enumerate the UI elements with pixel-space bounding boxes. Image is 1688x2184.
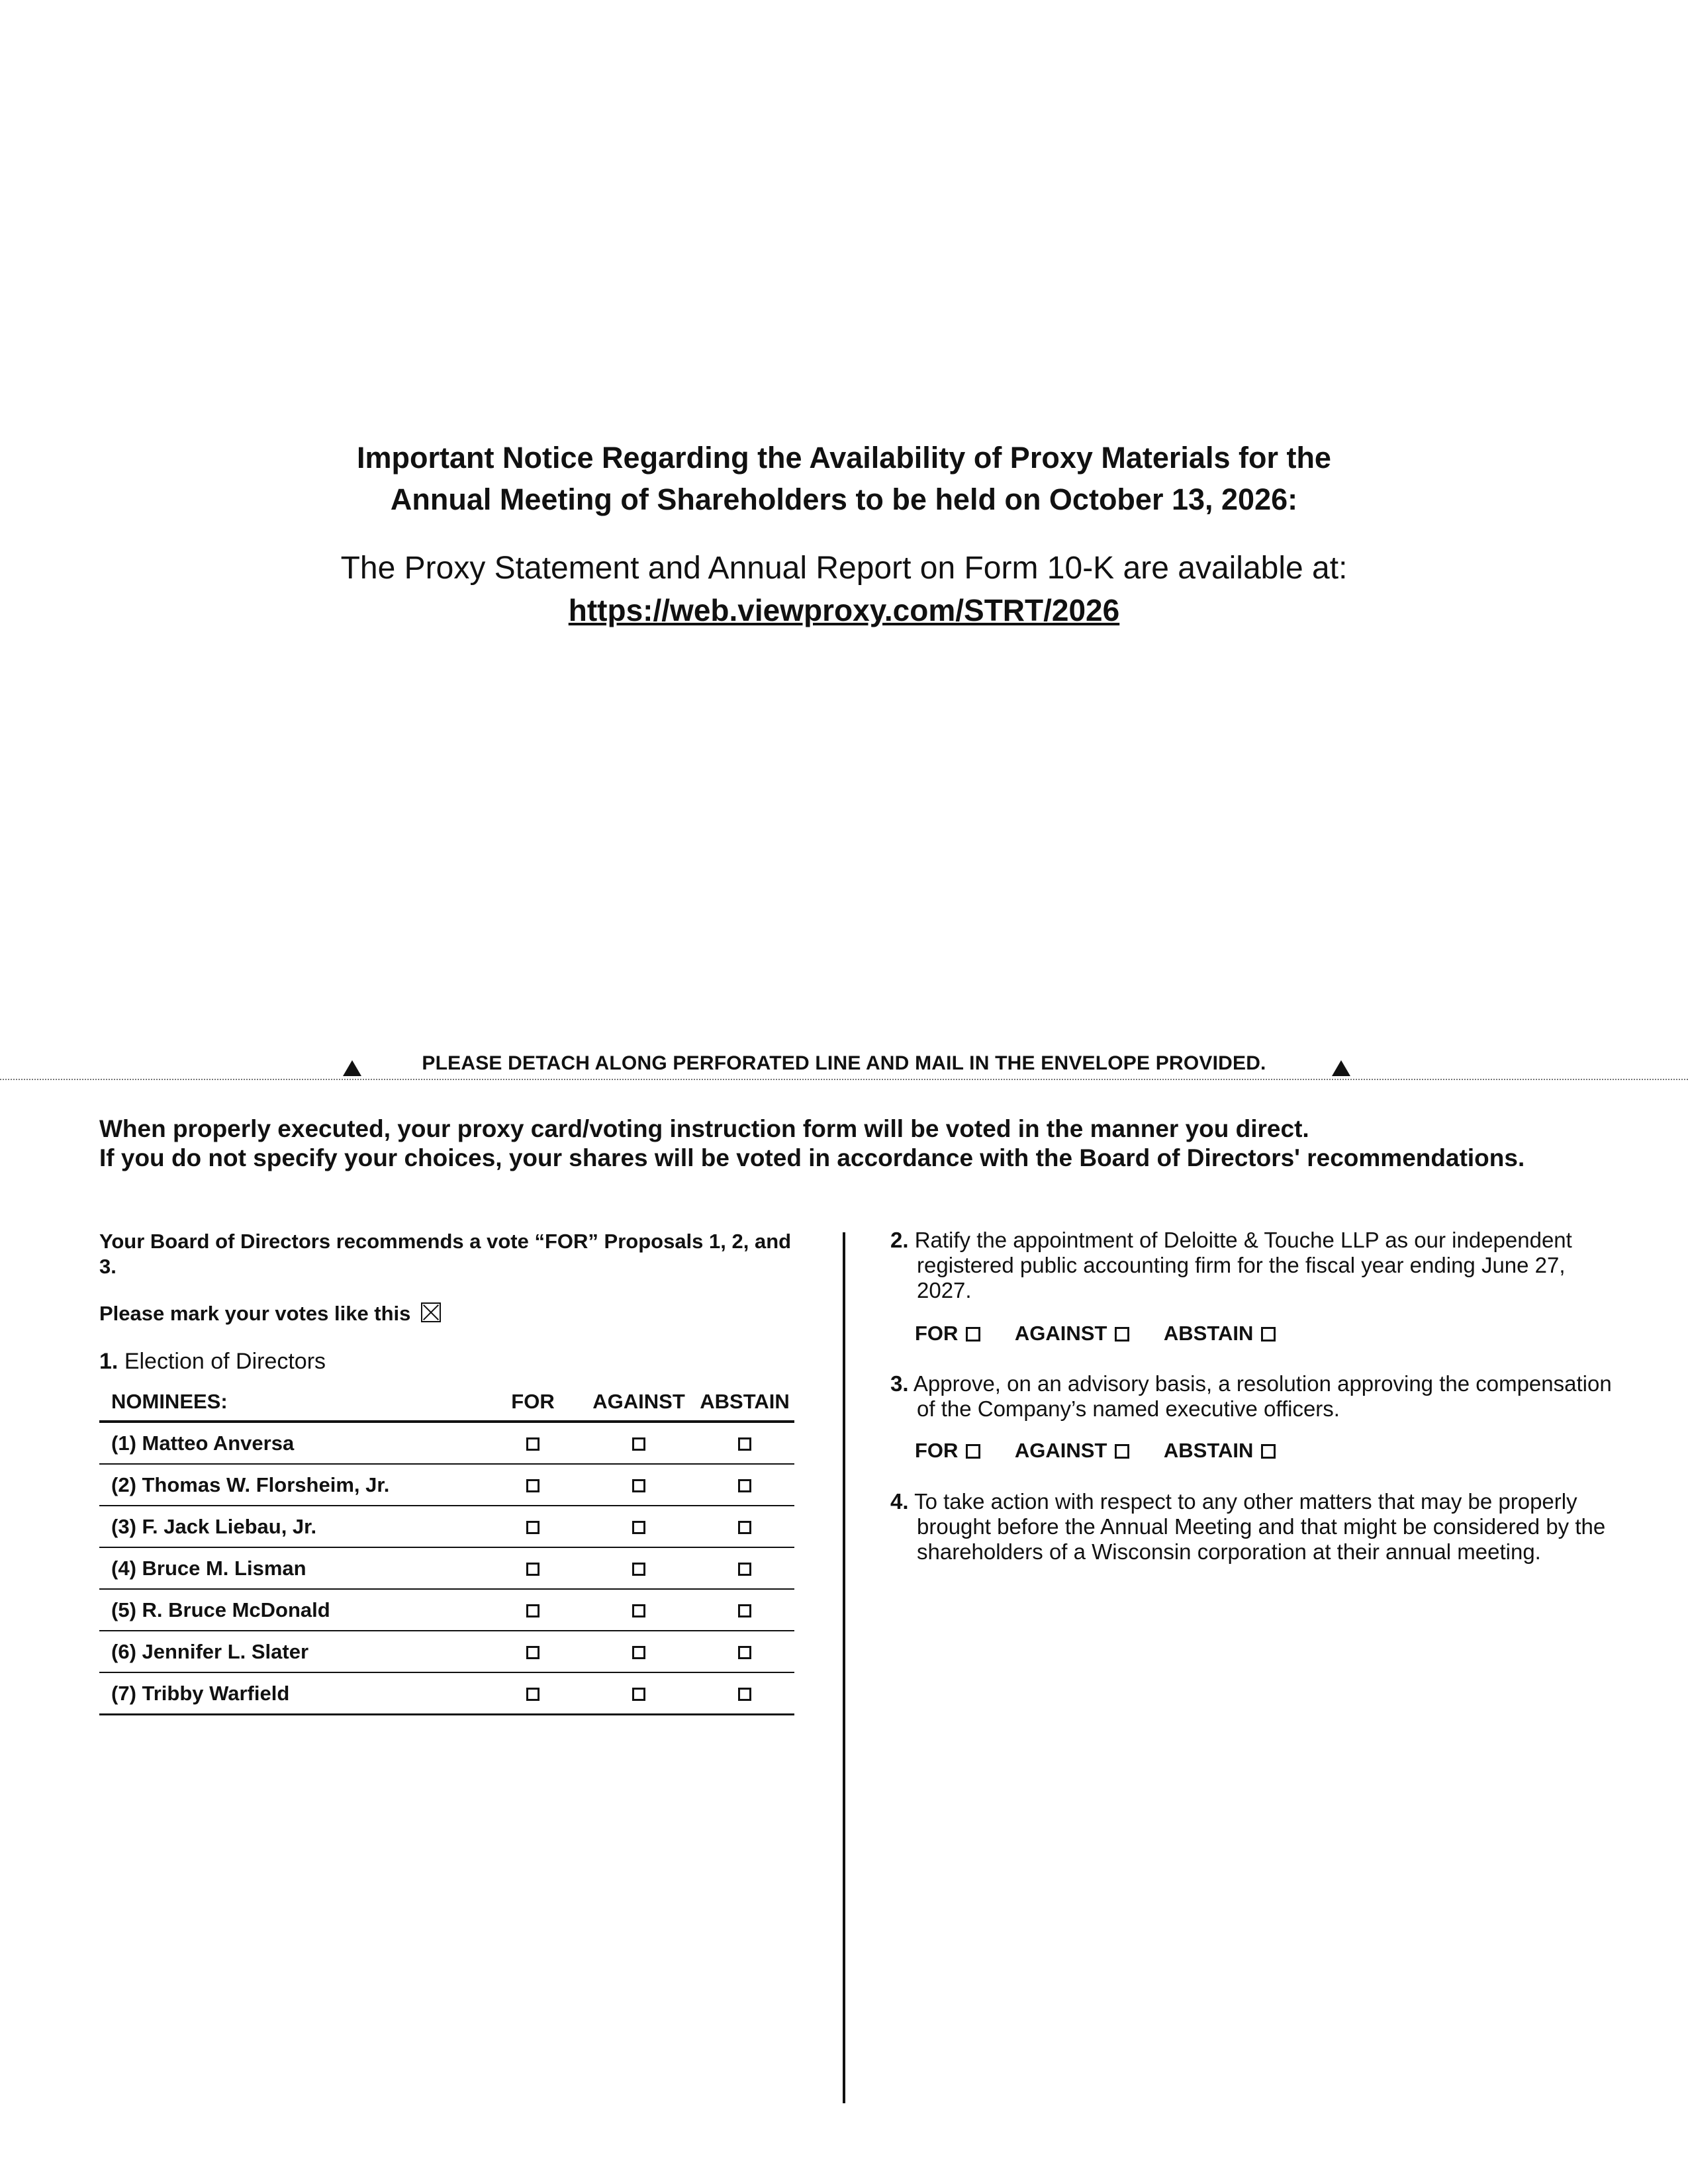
proposal-1-number: 1. <box>99 1349 118 1374</box>
proposal-4-number: 4. <box>890 1489 909 1514</box>
proposal-1-heading <box>99 1348 326 1375</box>
nominee-name: (3) F. Jack Liebau, Jr. <box>99 1506 483 1547</box>
voting-instructions <box>99 1115 1622 1173</box>
perforated-line <box>0 1079 1688 1080</box>
vote-abstain-label: ABSTAIN <box>1163 1439 1254 1462</box>
proposal-3-number: 3. <box>890 1371 909 1396</box>
table-row <box>99 1589 794 1631</box>
proposal-3-against-checkbox[interactable] <box>1115 1444 1129 1459</box>
against-checkbox[interactable] <box>632 1521 645 1534</box>
table-row <box>99 1547 794 1589</box>
proposal-3-abstain-checkbox[interactable] <box>1261 1444 1276 1459</box>
nominees-header: NOMINEES: <box>99 1383 483 1422</box>
proposal-3-text: Approve, on an advisory basis, a resolution approving the compensation of the Company’s named executive officers. <box>913 1371 1612 1421</box>
proposal-2-abstain-checkbox[interactable] <box>1261 1327 1276 1342</box>
abstain-header: ABSTAIN <box>695 1383 794 1422</box>
abstain-checkbox[interactable] <box>738 1604 751 1617</box>
instruction-line-1: When properly executed, your proxy card/voting instruction form will be voted in the manner you direct. <box>99 1115 1309 1142</box>
proposal-2-for-checkbox[interactable] <box>966 1327 980 1342</box>
proposal-1-label: Election of Directors <box>124 1349 326 1374</box>
board-recommendation: Your Board of Directors recommends a vote “FOR” Proposals 1, 2, and 3. <box>99 1230 792 1278</box>
proposal-2 <box>890 1228 1625 1303</box>
abstain-checkbox[interactable] <box>738 1688 751 1701</box>
notice-title-line-2: Annual Meeting of Shareholders to be held on October 13, 2026: <box>390 482 1298 516</box>
against-header: AGAINST <box>583 1383 695 1422</box>
proxy-materials-link[interactable]: https://web.viewproxy.com/STRT/2026 <box>568 593 1120 627</box>
mark-votes-example <box>99 1300 441 1327</box>
vote-for-label: FOR <box>915 1322 959 1345</box>
vote-abstain-label: ABSTAIN <box>1163 1322 1254 1345</box>
x-mark-checkbox-icon <box>421 1302 441 1322</box>
notice-title <box>0 437 1688 520</box>
instruction-line-2: If you do not specify your choices, your shares will be voted in accordance with the Board of Directors' recommendations. <box>99 1144 1525 1171</box>
for-checkbox[interactable] <box>526 1521 539 1534</box>
nominee-name: (6) Jennifer L. Slater <box>99 1631 483 1672</box>
proposal-3 <box>890 1371 1625 1422</box>
vote-for-label: FOR <box>915 1439 959 1462</box>
nominee-name: (2) Thomas W. Florsheim, Jr. <box>99 1464 483 1506</box>
column-divider <box>843 1232 845 2103</box>
mark-votes-label: Please mark your votes like this <box>99 1302 411 1325</box>
proposal-2-text: Ratify the appointment of Deloitte & Touche LLP as our independent registered public accounting firm for the fiscal year ending June 27, 2027. <box>914 1228 1572 1302</box>
nominees-table-header <box>99 1383 794 1422</box>
table-row <box>99 1506 794 1547</box>
against-checkbox[interactable] <box>632 1646 645 1659</box>
table-row <box>99 1464 794 1506</box>
abstain-checkbox[interactable] <box>738 1646 751 1659</box>
table-row <box>99 1422 794 1464</box>
for-checkbox[interactable] <box>526 1646 539 1659</box>
vote-against-label: AGAINST <box>1014 1439 1107 1462</box>
for-checkbox[interactable] <box>526 1437 539 1451</box>
proposal-3-for-checkbox[interactable] <box>966 1444 980 1459</box>
against-checkbox[interactable] <box>632 1437 645 1451</box>
proposal-4 <box>890 1489 1632 1565</box>
for-header: FOR <box>483 1383 583 1422</box>
against-checkbox[interactable] <box>632 1688 645 1701</box>
detach-arrow-up-icon <box>1332 1060 1350 1076</box>
abstain-checkbox[interactable] <box>738 1437 751 1451</box>
detach-instruction: PLEASE DETACH ALONG PERFORATED LINE AND MAIL IN THE ENVELOPE PROVIDED. <box>422 1052 1266 1074</box>
for-checkbox[interactable] <box>526 1563 539 1576</box>
vote-against-label: AGAINST <box>1014 1322 1107 1345</box>
proposal-4-text: To take action with respect to any other matters that may be properly brought before the Annual Meeting and that might be considered by the shareholders of a Wisconsin corporation at their annual meeting. <box>914 1489 1606 1564</box>
proposal-2-votes <box>915 1322 1305 1345</box>
table-row <box>99 1631 794 1672</box>
abstain-checkbox[interactable] <box>738 1521 751 1534</box>
against-checkbox[interactable] <box>632 1563 645 1576</box>
abstain-checkbox[interactable] <box>738 1479 751 1492</box>
table-row <box>99 1672 794 1715</box>
notice-title-line-1: Important Notice Regarding the Availability of Proxy Materials for the <box>357 441 1331 475</box>
nominee-name: (5) R. Bruce McDonald <box>99 1589 483 1631</box>
for-checkbox[interactable] <box>526 1604 539 1617</box>
for-checkbox[interactable] <box>526 1688 539 1701</box>
against-checkbox[interactable] <box>632 1479 645 1492</box>
nominees-table <box>99 1383 794 1715</box>
proposal-2-number: 2. <box>890 1228 909 1252</box>
for-checkbox[interactable] <box>526 1479 539 1492</box>
abstain-checkbox[interactable] <box>738 1563 751 1576</box>
nominee-name: (1) Matteo Anversa <box>99 1422 483 1464</box>
against-checkbox[interactable] <box>632 1604 645 1617</box>
availability-text: The Proxy Statement and Annual Report on Form 10-K are available at: <box>340 551 1348 586</box>
proposal-2-against-checkbox[interactable] <box>1115 1327 1129 1342</box>
proposal-3-votes <box>915 1439 1305 1463</box>
nominee-name: (7) Tribby Warfield <box>99 1672 483 1715</box>
nominee-name: (4) Bruce M. Lisman <box>99 1547 483 1589</box>
